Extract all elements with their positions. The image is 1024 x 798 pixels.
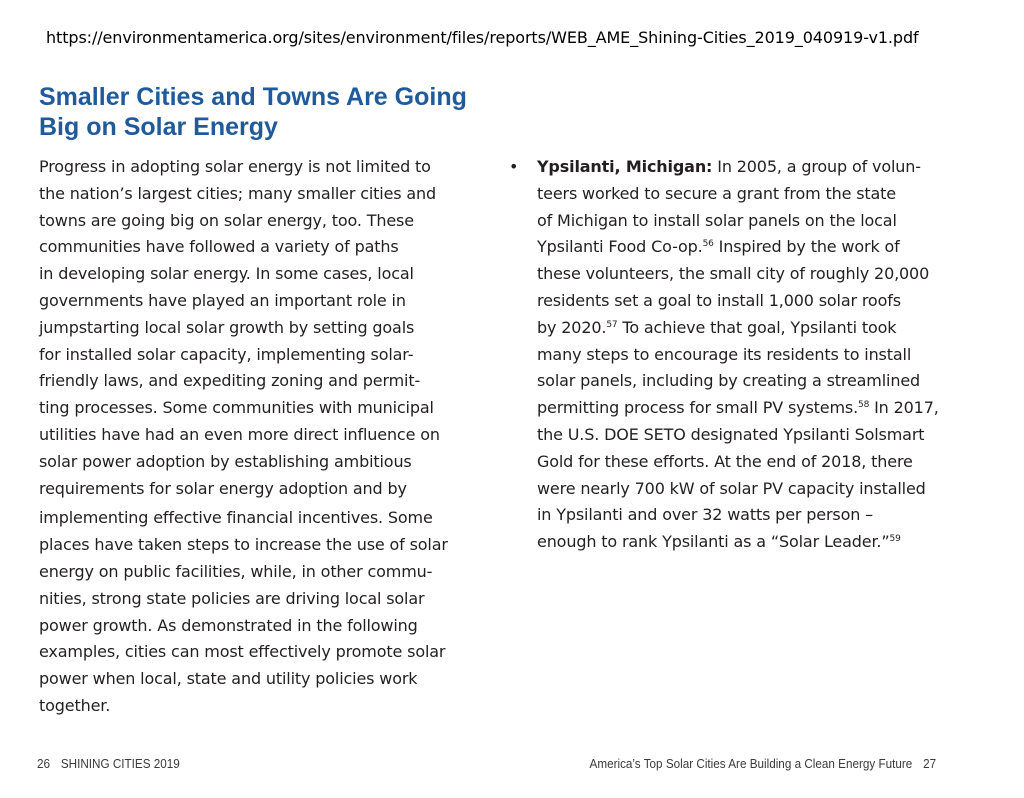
left-page-number: 26: [37, 756, 51, 771]
paragraph-line: examples, cities can most effectively promote solar: [39, 642, 446, 662]
left-column-paragraph: [39, 154, 479, 720]
paragraph-line: power growth. As demonstrated in the following: [39, 615, 418, 635]
bullet-text: enough to rank Ypsilanti as a “Solar Leader.”: [537, 532, 890, 552]
left-page-footer: [37, 756, 180, 771]
bullet-line: in Ypsilanti and over 32 watts per person –: [537, 505, 873, 525]
paragraph-line: friendly laws, and expediting zoning and permit-: [39, 371, 421, 391]
bullet-line: of Michigan to install solar panels on the local: [537, 210, 897, 230]
bullet-line: [537, 234, 969, 261]
bullet-line: these volunteers, the small city of roughly 20,000: [537, 264, 930, 284]
paragraph-line: towns are going big on solar energy, too. These: [39, 210, 414, 230]
footnote-ref-57[interactable]: 57: [606, 319, 618, 330]
paragraph-line: ting processes. Some communities with municipal: [39, 398, 434, 418]
left-footer-title: SHINING CITIES 2019: [60, 756, 180, 771]
ypsilanti-bullet-item: [509, 154, 969, 556]
paragraph-line: jumpstarting local solar growth by setting goals: [39, 317, 415, 337]
bullet-line: were nearly 700 kW of solar PV capacity installed: [537, 478, 926, 498]
bullet-text: In 2017,: [869, 398, 939, 418]
paragraph-line: together.: [39, 695, 111, 715]
footnote-ref-56[interactable]: 56: [702, 239, 714, 250]
right-footer-title: America’s Top Solar Cities Are Building a Clean Energy Future: [589, 756, 913, 771]
source-url: https://environmentamerica.org/sites/environment/files/reports/WEB_AME_Shining-Cities_2019_040919-v1.pdf: [46, 28, 919, 47]
bullet-text: In 2005, a group of volun-: [712, 157, 921, 176]
right-page-number: 27: [922, 756, 936, 771]
paragraph-line: implementing effective financial incentives. Some: [39, 508, 433, 528]
paragraph-line: utilities have had an even more direct influence on: [39, 424, 440, 444]
paragraph-line: requirements for solar energy adoption and by: [39, 478, 407, 498]
paragraph-line: places have taken steps to increase the use of solar: [39, 535, 448, 555]
bullet-line: many steps to encourage its residents to install: [537, 344, 912, 364]
footnote-ref-59[interactable]: 59: [889, 534, 901, 545]
bullet-line: [537, 315, 969, 342]
bullet-text: Ypsilanti Food Co-op.: [537, 237, 703, 257]
paragraph-line: in developing solar energy. In some cases, local: [39, 264, 414, 284]
bullet-marker: •: [509, 157, 519, 176]
bullet-line: [537, 395, 969, 422]
bullet-line: teers worked to secure a grant from the state: [537, 183, 896, 203]
bullet-line: [537, 154, 969, 181]
right-page-footer: [589, 756, 936, 771]
footnote-ref-58[interactable]: 58: [858, 400, 870, 411]
bullet-text: To achieve that goal, Ypsilanti took: [617, 317, 897, 337]
bullet-line: residents set a goal to install 1,000 solar roofs: [537, 290, 901, 310]
bullet-text: Inspired by the work of: [713, 237, 900, 257]
paragraph-line: solar power adoption by establishing ambitious: [39, 451, 412, 471]
paragraph-line: the nation’s largest cities; many smaller cities and: [39, 183, 437, 203]
heading-line-2: Big on Solar Energy: [39, 113, 278, 141]
paragraph-line: governments have played an important role in: [39, 290, 406, 310]
city-label: Ypsilanti, Michigan:: [537, 157, 713, 176]
bullet-text: by 2020.: [537, 317, 607, 337]
bullet-text: permitting process for small PV systems.: [537, 398, 859, 418]
paragraph-line: communities have followed a variety of paths: [39, 237, 399, 257]
paragraph-line: Progress in adopting solar energy is not limited to: [39, 157, 431, 176]
paragraph-line: for installed solar capacity, implementing solar-: [39, 344, 414, 364]
section-heading: [39, 82, 509, 142]
paragraph-line: power when local, state and utility policies work: [39, 669, 418, 689]
paragraph-line: energy on public facilities, while, in other commu-: [39, 561, 433, 581]
bullet-line: [537, 529, 969, 556]
bullet-line: solar panels, including by creating a streamlined: [537, 371, 921, 391]
bullet-line: Gold for these efforts. At the end of 2018, there: [537, 451, 913, 471]
heading-line-1: Smaller Cities and Towns Are Going: [39, 83, 467, 111]
paragraph-line: nities, strong state policies are driving local solar: [39, 588, 425, 608]
bullet-line: the U.S. DOE SETO designated Ypsilanti Solsmart: [537, 424, 925, 444]
